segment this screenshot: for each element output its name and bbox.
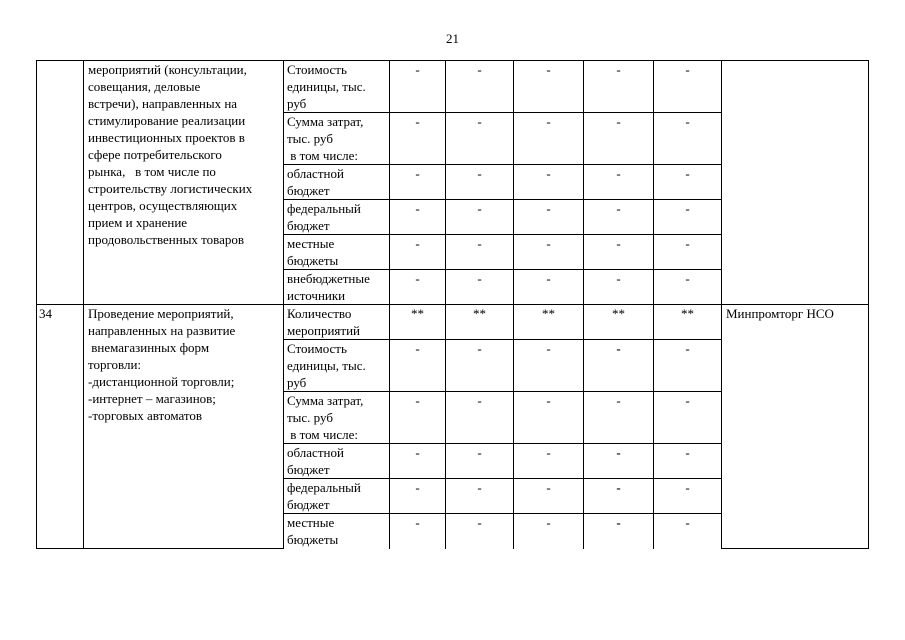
value-cell: - [584, 514, 654, 549]
indicator-cell [284, 165, 390, 200]
table-row [37, 61, 869, 113]
value-cell: - [584, 61, 654, 113]
value-cell: - [514, 340, 584, 392]
value-cell: - [446, 270, 514, 305]
value-cell: - [654, 200, 722, 235]
responsible-department: Минпромторг НСО [722, 305, 869, 549]
value-cell: - [390, 113, 446, 165]
value-cell: - [390, 514, 446, 549]
value-cell: - [654, 514, 722, 549]
value-cell: - [654, 235, 722, 270]
value-cell: ** [446, 305, 514, 340]
indicator-cell [284, 514, 390, 549]
value-cell: - [514, 200, 584, 235]
item-number: 34 [37, 305, 84, 549]
indicator-line: тыс. руб [287, 410, 333, 425]
indicator-cell [284, 392, 390, 444]
indicator-line: в том числе: [287, 148, 359, 163]
value-cell: - [446, 235, 514, 270]
value-cell: - [390, 165, 446, 200]
value-cell: - [446, 61, 514, 113]
indicator-line: областной [287, 445, 344, 460]
indicator-line: внебюджетные [287, 271, 370, 286]
description-line: стимулирование реализации [88, 113, 246, 128]
description-line: инвестиционных проектов в [88, 130, 245, 145]
value-cell: - [654, 392, 722, 444]
indicator-line: бюджеты [287, 253, 339, 268]
description-line: сфере потребительского [88, 147, 222, 162]
indicator-cell [284, 235, 390, 270]
value-cell: - [390, 61, 446, 113]
value-cell: - [584, 235, 654, 270]
value-cell: - [514, 392, 584, 444]
value-cell: - [390, 200, 446, 235]
indicator-cell [284, 479, 390, 514]
value-cell: - [446, 514, 514, 549]
value-cell: - [514, 270, 584, 305]
page-number: 21 [446, 31, 459, 46]
value-cell: - [584, 200, 654, 235]
value-cell: - [390, 444, 446, 479]
indicator-line: федеральный [287, 480, 361, 495]
indicator-line: местные [287, 515, 335, 530]
indicator-line: мероприятий [287, 323, 360, 338]
value-cell: - [654, 113, 722, 165]
indicator-cell [284, 444, 390, 479]
value-cell: - [654, 340, 722, 392]
description-line: встречи), направленных на [88, 96, 238, 111]
description-line: совещания, деловые [88, 79, 201, 94]
value-cell: - [584, 340, 654, 392]
indicator-line: руб [287, 96, 307, 111]
indicator-line: Сумма затрат, [287, 114, 364, 129]
value-cell: - [514, 61, 584, 113]
indicator-line: Стоимость [287, 341, 347, 356]
indicator-line: бюджет [287, 497, 330, 512]
indicator-line: бюджет [287, 218, 330, 233]
item-number [37, 61, 84, 305]
indicator-line: источники [287, 288, 346, 303]
value-cell: - [446, 113, 514, 165]
indicator-line: местные [287, 236, 335, 251]
description-line: внемагазинных форм [88, 340, 210, 355]
indicator-line: Сумма затрат, [287, 393, 364, 408]
value-cell: - [584, 392, 654, 444]
value-cell: - [446, 340, 514, 392]
indicator-cell [284, 113, 390, 165]
value-cell: - [584, 479, 654, 514]
value-cell: - [446, 392, 514, 444]
value-cell: - [514, 235, 584, 270]
value-cell: - [514, 444, 584, 479]
indicator-cell [284, 340, 390, 392]
indicator-line: областной [287, 166, 344, 181]
value-cell: ** [390, 305, 446, 340]
description-line: мероприятий (консультации, [88, 62, 247, 77]
indicator-line: бюджет [287, 462, 330, 477]
table-row [37, 305, 869, 340]
indicator-line: в том числе: [287, 427, 359, 442]
indicator-line: единицы, тыс. [287, 358, 366, 373]
value-cell: - [654, 61, 722, 113]
indicator-line: единицы, тыс. [287, 79, 366, 94]
value-cell: - [584, 270, 654, 305]
indicator-cell [284, 270, 390, 305]
value-cell: - [446, 200, 514, 235]
value-cell: - [390, 270, 446, 305]
value-cell: - [446, 479, 514, 514]
table-body [37, 61, 869, 549]
value-cell: - [584, 444, 654, 479]
activity-description [84, 305, 284, 549]
value-cell: - [390, 392, 446, 444]
value-cell: ** [514, 305, 584, 340]
value-cell: - [514, 113, 584, 165]
description-line: строительству логистических [88, 181, 253, 196]
description-line: Проведение мероприятий, [88, 306, 234, 321]
description-line: -интернет – магазинов; [88, 391, 216, 406]
indicator-cell [284, 61, 390, 113]
responsible-department [722, 61, 869, 305]
description-line: рынка, в том числе по [88, 164, 216, 179]
value-cell: - [390, 340, 446, 392]
description-line: -дистанционной торговли; [88, 374, 235, 389]
value-cell: - [514, 479, 584, 514]
value-cell: - [584, 113, 654, 165]
indicator-line: Стоимость [287, 62, 347, 77]
value-cell: ** [584, 305, 654, 340]
description-line: торговли: [88, 357, 142, 372]
value-cell: - [654, 165, 722, 200]
description-line: продовольственных товаров [88, 232, 245, 247]
description-line: -торговых автоматов [88, 408, 203, 423]
activity-description [84, 61, 284, 305]
description-line: центров, осуществляющих [88, 198, 238, 213]
value-cell: - [514, 165, 584, 200]
value-cell: - [584, 165, 654, 200]
value-cell: ** [654, 305, 722, 340]
indicator-cell [284, 305, 390, 340]
value-cell: - [654, 270, 722, 305]
value-cell: - [654, 479, 722, 514]
indicator-line: Количество [287, 306, 352, 321]
value-cell: - [390, 479, 446, 514]
indicator-cell [284, 200, 390, 235]
indicator-line: тыс. руб [287, 131, 333, 146]
value-cell: - [446, 444, 514, 479]
value-cell: - [514, 514, 584, 549]
value-cell: - [654, 444, 722, 479]
value-cell: - [446, 165, 514, 200]
description-line: направленных на развитие [88, 323, 236, 338]
indicator-line: руб [287, 375, 307, 390]
program-table [36, 60, 869, 549]
indicator-line: федеральный [287, 201, 361, 216]
value-cell: - [390, 235, 446, 270]
indicator-line: бюджеты [287, 532, 339, 547]
indicator-line: бюджет [287, 183, 330, 198]
description-line: прием и хранение [88, 215, 188, 230]
